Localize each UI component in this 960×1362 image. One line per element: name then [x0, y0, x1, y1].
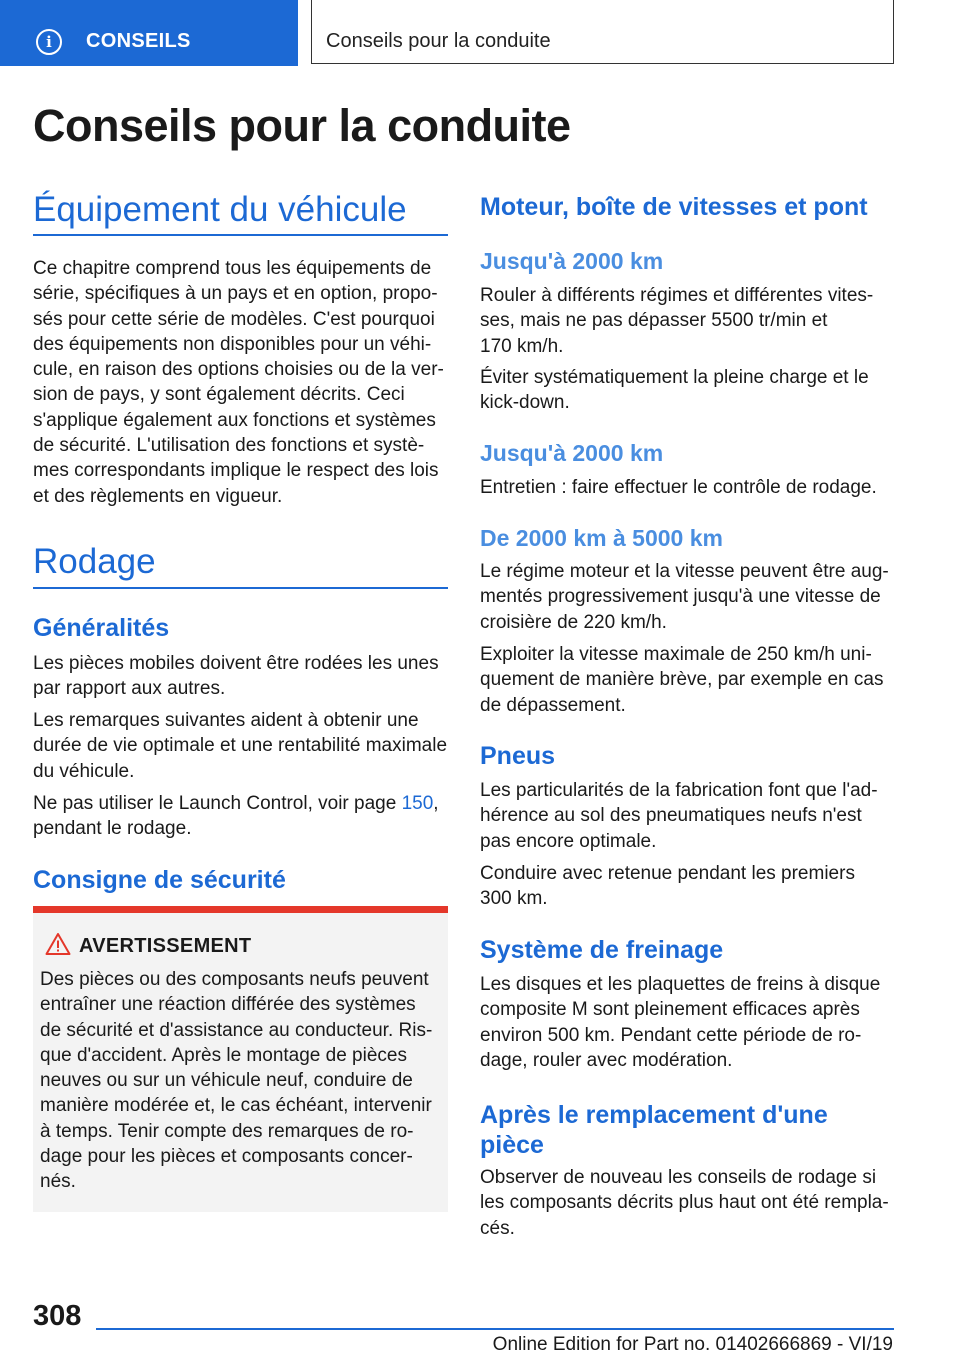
page-title: Conseils pour la conduite — [33, 100, 571, 151]
generalites-paragraph-1 — [33, 651, 453, 702]
warning-triangle-icon — [45, 932, 71, 956]
text-line: Les particularités de la fabrication font que l'ad- — [480, 780, 878, 801]
text-line: série, spécifiques à un pays et en option, propo- — [33, 283, 438, 305]
heading-up-to-2000-a: Jusqu'à 2000 km — [480, 248, 664, 274]
text-line: durée de vie optimale et une rentabilité maximale — [33, 735, 448, 757]
text-line: environ 500 km. Pendant cette période de ro- — [480, 1024, 862, 1046]
heading-safety: Consigne de sécurité — [33, 866, 286, 894]
text-line: Les remarques suivantes aident à obtenir une — [33, 710, 419, 731]
text-line: cés. — [480, 1217, 515, 1239]
heading-brakes: Système de freinage — [480, 936, 724, 964]
replacement-paragraph-1 — [480, 1165, 900, 1241]
text-line: Éviter systématiquement la pleine charge et le — [480, 367, 869, 388]
page-header — [0, 0, 960, 66]
text-line: pas encore optimale. — [480, 830, 657, 852]
s2-paragraph-1 — [480, 475, 900, 500]
text-line: Conduire avec retenue pendant les premiers — [480, 863, 855, 884]
heading-up-to-2000-b: Jusqu'à 2000 km — [480, 440, 664, 466]
text-line: dage, rouler avec modération. — [480, 1049, 733, 1071]
footer-edition: Online Edition for Part no. 01402666869 - VI/19 — [492, 1334, 893, 1355]
text-line: ses, mais ne pas dépasser 5500 tr/min et — [480, 310, 828, 332]
heading-replacement — [480, 1100, 828, 1160]
text-line: Le régime moteur et la vitesse peuvent être aug- — [480, 561, 889, 582]
s1-paragraph-2 — [480, 365, 900, 416]
text-line: les composants décrits plus haut ont été rempla- — [480, 1192, 889, 1214]
text-line: hérence au sol des pneumatiques neufs n'est — [480, 805, 862, 827]
generalites-paragraph-3 — [33, 791, 453, 842]
s3-paragraph-2 — [480, 642, 900, 718]
warning-box — [33, 906, 448, 1212]
heading-2000-to-5000: De 2000 km à 5000 km — [480, 525, 723, 551]
heading-line: Après le remplacement d'une — [480, 1101, 828, 1129]
page-number: 308 — [33, 1300, 82, 1332]
tires-paragraph-1 — [480, 778, 900, 854]
heading-rule — [33, 587, 448, 589]
text-line: Les disques et les plaquettes de freins à disque — [480, 974, 881, 995]
text-line: s'applique également aux fonctions et systèmes — [33, 409, 436, 431]
text-line: manière modérée et, le cas échéant, intervenir — [40, 1095, 432, 1117]
text-line: composite M sont pleinement efficaces après — [480, 999, 860, 1021]
text-line: du véhicule. — [33, 760, 135, 782]
heading-rule — [33, 234, 448, 236]
text-line: 170 km/h. — [480, 335, 564, 357]
text-line: de sécurité et d'assistance au conducteur. Ris- — [40, 1019, 433, 1041]
brakes-paragraph-1 — [480, 972, 900, 1073]
text-line: que d'accident. Après le montage de pièces — [40, 1044, 407, 1066]
text-line: par rapport aux autres. — [33, 678, 226, 700]
text-line: sion de pays, y sont également décrits. Ceci — [33, 384, 405, 406]
text-line: de dépassement. — [480, 694, 626, 716]
heading-tires: Pneus — [480, 742, 556, 770]
text-line: Rouler à différents régimes et différentes vites- — [480, 285, 874, 306]
text-line: croisière de 220 km/h. — [480, 611, 667, 633]
heading-rodage: Rodage — [33, 542, 156, 581]
text-line: entraîner une réaction différée des systèmes — [40, 994, 416, 1016]
section-tab[interactable] — [0, 0, 298, 66]
footer-rule — [96, 1328, 894, 1330]
text-line: pendant le rodage. — [33, 818, 192, 840]
warning-text — [40, 967, 444, 1195]
s1-paragraph-1 — [480, 283, 900, 359]
warning-bar — [33, 906, 448, 913]
text-line: de sécurité. L'utilisation des fonctions et systè- — [33, 435, 425, 457]
text-line: sés pour cette série de modèles. C'est pourquoi — [33, 308, 435, 330]
text-line: et des règlements en vigueur. — [33, 485, 283, 507]
text-line: 300 km. — [480, 888, 548, 910]
text-line: Ce chapitre comprend tous les équipements de — [33, 258, 432, 279]
text-line: des équipements non disponibles pour un véhi- — [33, 333, 432, 355]
text-line: Les pièces mobiles doivent être rodées les unes — [33, 653, 439, 674]
breadcrumb-text: Conseils pour la conduite — [326, 30, 551, 52]
text-line — [33, 791, 453, 816]
heading-equipment: Équipement du véhicule — [33, 190, 407, 229]
breadcrumb — [311, 0, 894, 64]
text-line: neuves ou sur un véhicule neuf, conduire de — [40, 1070, 413, 1092]
text-line: Des pièces ou des composants neufs peuvent — [40, 969, 429, 990]
s3-paragraph-1 — [480, 559, 900, 635]
generalites-paragraph-2 — [33, 708, 453, 784]
text-line: à temps. Tenir compte des remarques de ro- — [40, 1120, 414, 1142]
text-line: Exploiter la vitesse maximale de 250 km/h uni- — [480, 644, 872, 665]
text-line: kick-down. — [480, 392, 570, 414]
info-circle-icon: i — [36, 29, 62, 55]
text-line: cule, en raison des options choisies ou de la ver- — [33, 359, 444, 381]
text-line: Observer de nouveau les conseils de rodage si — [480, 1167, 877, 1188]
warning-title: AVERTISSEMENT — [79, 935, 252, 957]
text-line: quement de manière brève, par exemple en cas — [480, 669, 884, 691]
heading-engine: Moteur, boîte de vitesses et pont — [480, 193, 868, 221]
equipment-paragraph — [33, 256, 453, 509]
section-tab-label: CONSEILS — [86, 30, 191, 52]
text-line: nés. — [40, 1171, 76, 1193]
heading-line: pièce — [480, 1131, 544, 1159]
text-span: Ne pas utiliser le Launch Control, voir page — [33, 793, 402, 814]
text-span: , — [433, 793, 439, 814]
heading-generalites: Généralités — [33, 614, 170, 642]
text-line: dage pour les pièces et composants concer- — [40, 1146, 413, 1168]
text-line: mes correspondants implique le respect des lois — [33, 460, 439, 482]
text-line: mentés progressivement jusqu'à une vitesse de — [480, 586, 881, 608]
tires-paragraph-2 — [480, 861, 900, 912]
text-line: Entretien : faire effectuer le contrôle de rodage. — [480, 477, 877, 498]
page-link-150[interactable]: 150 — [401, 793, 434, 814]
